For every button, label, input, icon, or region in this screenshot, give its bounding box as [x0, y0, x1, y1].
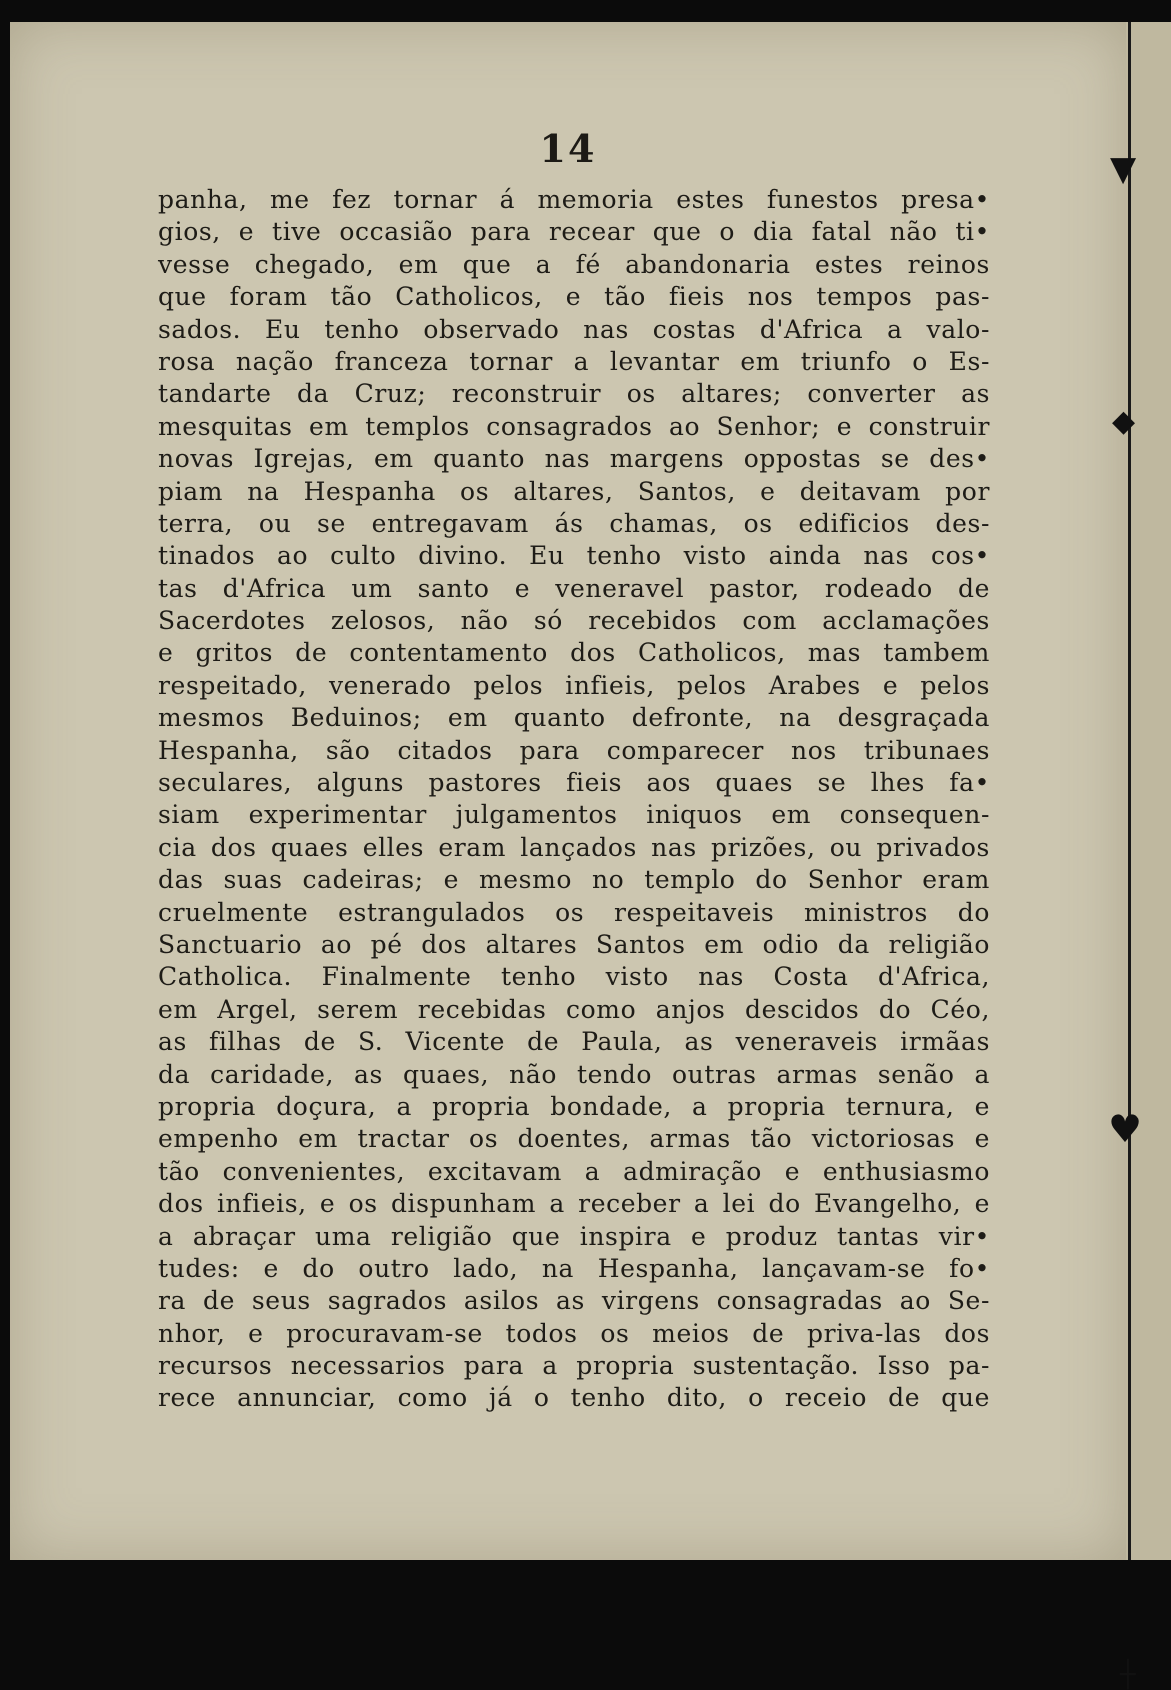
text-line: empenho em tractar os doentes, armas tão victoriosas e	[158, 1124, 990, 1154]
text-line: mesquitas em templos consagrados ao Senhor; e construir	[158, 411, 990, 441]
ink-blot-mark: ▼	[1110, 149, 1137, 189]
text-line: piam na Hespanha os altares, Santos, e deitavam por	[158, 476, 990, 506]
text-line: Sanctuario ao pé dos altares Santos em odio da religião	[158, 929, 990, 959]
text-line: Catholica. Finalmente tenho visto nas Costa d'Africa,	[158, 962, 990, 992]
text-line: Sacerdotes zelosos, não só recebidos com acclamações	[158, 606, 990, 636]
text-line: mesmos Beduinos; em quanto defronte, na desgraçada	[158, 703, 990, 733]
text-line: tudes: e do outro lado, na Hespanha, lançavam-se fo•	[158, 1253, 990, 1283]
text-line: as filhas de S. Vicente de Paula, as veneraveis irmãas	[158, 1027, 990, 1057]
ink-blot-mark: ◆	[1112, 404, 1136, 439]
text-line: terra, ou se entregavam ás chamas, os edificios des-	[158, 508, 990, 538]
text-line: tas d'Africa um santo e veneravel pastor, rodeado de	[158, 573, 990, 603]
text-line: siam experimentar julgamentos iniquos em consequen-	[158, 800, 990, 830]
text-line: rosa nação franceza tornar a levantar em triunfo o Es-	[158, 346, 990, 376]
text-line: ra de seus sagrados asilos as virgens consagradas ao Se-	[158, 1286, 990, 1316]
text-line: e gritos de contentamento dos Catholicos, mas tambem	[158, 638, 990, 668]
text-line: cia dos quaes elles eram lançados nas prizões, ou privados	[158, 832, 990, 862]
text-line: tinados ao culto divino. Eu tenho visto ainda nas cos•	[158, 541, 990, 571]
text-line: nhor, e procuravam-se todos os meios de priva-las dos	[158, 1318, 990, 1348]
text-line: seculares, alguns pastores fieis aos quaes se lhes fa•	[158, 768, 990, 798]
text-line: em Argel, serem recebidas como anjos descidos do Céo,	[158, 994, 990, 1024]
ink-blot-mark: ♥	[1108, 1107, 1143, 1151]
ink-blot-mark: ┼	[1120, 1660, 1136, 1690]
text-line: tão convenientes, excitavam a admiração e enthusiasmo	[158, 1156, 990, 1186]
book-page	[10, 22, 1126, 1560]
text-line: rece annunciar, como já o tenho dito, o receio de que	[158, 1383, 990, 1413]
text-line: a abraçar uma religião que inspira e produz tantas vir•	[158, 1221, 990, 1251]
text-line: tandarte da Cruz; reconstruir os altares; converter as	[158, 379, 990, 409]
text-line: propria doçura, a propria bondade, a propria ternura, e	[158, 1091, 990, 1121]
text-line: Hespanha, são citados para comparecer nos tribunaes	[158, 735, 990, 765]
text-line: gios, e tive occasião para recear que o dia fatal não ti•	[158, 217, 990, 247]
text-line: cruelmente estrangulados os respeitaveis ministros do	[158, 897, 990, 927]
text-line: sados. Eu tenho observado nas costas d'Africa a valo-	[158, 314, 990, 344]
text-line: panha, me fez tornar á memoria estes funestos presa•	[158, 185, 990, 214]
page-number: 14	[539, 126, 597, 171]
binding-line	[1128, 22, 1131, 1560]
text-line: que foram tão Catholicos, e tão fieis nos tempos pas-	[158, 282, 990, 312]
text-line: novas Igrejas, em quanto nas margens oppostas se des•	[158, 444, 990, 474]
text-line: da caridade, as quaes, não tendo outras armas senão a	[158, 1059, 990, 1089]
body-text	[158, 184, 990, 1415]
text-line: respeitado, venerado pelos infieis, pelos Arabes e pelos	[158, 670, 990, 700]
text-line: vesse chegado, em que a fé abandonaria estes reinos	[158, 249, 990, 279]
text-line: recursos necessarios para a propria sustentação. Isso pa-	[158, 1351, 990, 1381]
adjacent-page-edge	[1108, 22, 1171, 1690]
text-line: das suas cadeiras; e mesmo no templo do Senhor eram	[158, 865, 990, 895]
text-line: dos infieis, e os dispunham a receber a lei do Evangelho, e	[158, 1189, 990, 1219]
